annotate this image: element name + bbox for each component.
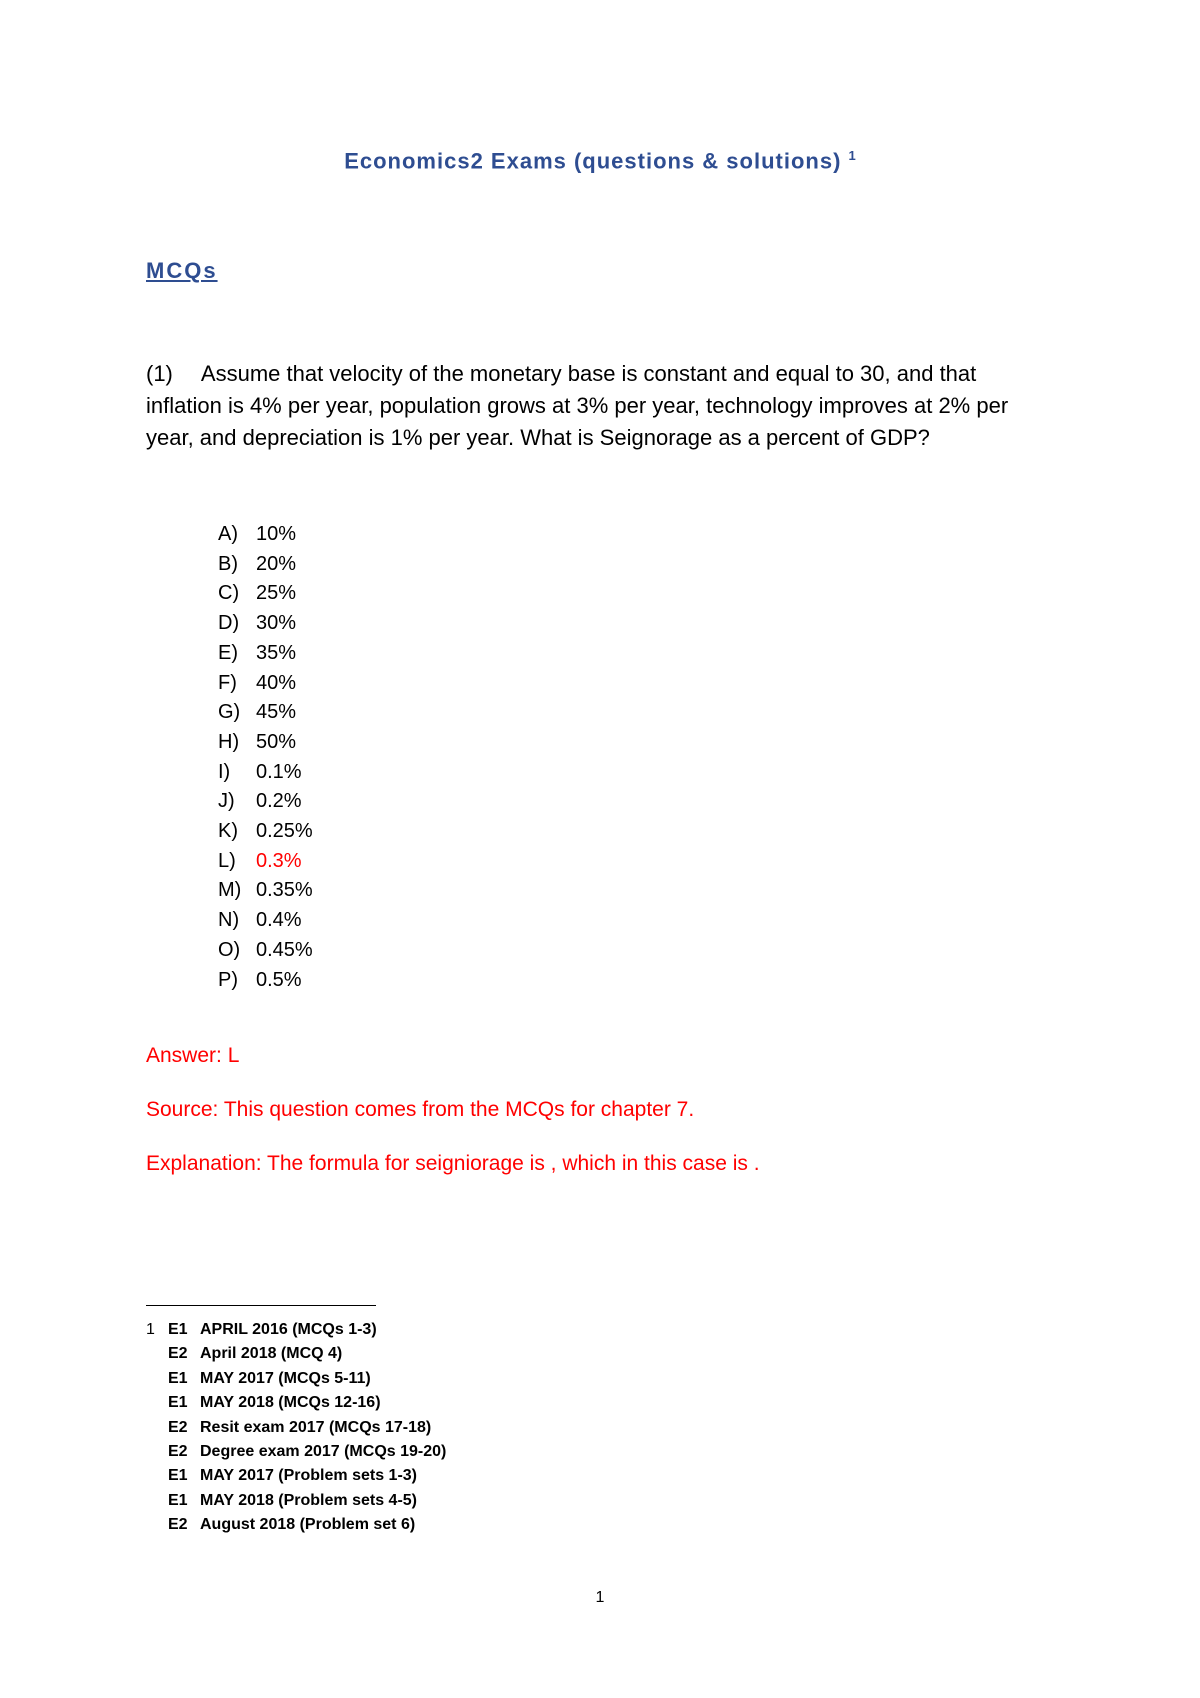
answer-option xyxy=(218,936,313,966)
footnote-separator xyxy=(146,1305,376,1306)
footnote-entry xyxy=(146,1318,446,1342)
footnote-code: E1 xyxy=(168,1321,188,1338)
footnote-text: MAY 2018 (MCQs 12-16) xyxy=(200,1394,381,1412)
footnote-entry xyxy=(146,1342,446,1366)
answer-option xyxy=(218,758,313,788)
footnote-code: E1 xyxy=(168,1369,188,1387)
option-value: 40% xyxy=(256,671,297,694)
footnote-entry xyxy=(146,1391,446,1415)
footnote-entry xyxy=(146,1440,446,1464)
option-letter: O) xyxy=(218,938,241,961)
option-value: 45% xyxy=(256,701,297,724)
option-value: 0.1% xyxy=(256,760,302,783)
answer-option xyxy=(218,639,313,669)
section-heading-mcqs: MCQs xyxy=(146,258,218,283)
answer-option xyxy=(218,966,313,996)
option-value: 10% xyxy=(256,523,297,545)
question-text: Assume that velocity of the monetary base is constant and equal to 30, and that inflation is 4% per year, population grows at 3% per year, technology improves at 2% per year, and depreciation is 1% per year. What is Seignorage as a percent of GDP? xyxy=(146,361,1009,450)
answer-option xyxy=(218,817,313,847)
option-letter: B) xyxy=(218,552,238,575)
option-value: 0.45% xyxy=(256,938,313,961)
option-value: 30% xyxy=(256,612,297,635)
answer-option xyxy=(218,609,313,639)
option-value: 0.25% xyxy=(256,820,313,843)
option-letter: G) xyxy=(218,701,241,724)
option-value: 50% xyxy=(256,730,297,753)
option-letter: M) xyxy=(218,879,242,902)
footnote-text: MAY 2017 (Problem sets 1-3) xyxy=(200,1467,417,1485)
footnote-entry xyxy=(146,1513,446,1537)
option-value: 0.3% xyxy=(256,849,302,872)
option-value: 35% xyxy=(256,641,297,664)
footnote-text: April 2018 (MCQ 4) xyxy=(200,1345,343,1363)
answer-option xyxy=(218,847,313,877)
footnote-block xyxy=(146,1318,446,1538)
footnote-entry xyxy=(146,1416,446,1440)
question-1 xyxy=(146,358,1046,454)
answer-option xyxy=(218,579,313,609)
answer-option xyxy=(218,669,313,699)
footnote-mark: 1 xyxy=(146,1321,155,1338)
footnote-code: E1 xyxy=(168,1394,188,1412)
footnote-code: E2 xyxy=(168,1345,188,1363)
footnote-reference[interactable]: 1 xyxy=(848,148,856,163)
option-value: 0.4% xyxy=(256,909,302,932)
answer-option xyxy=(218,876,313,906)
option-letter: D) xyxy=(218,612,240,635)
footnote-entry xyxy=(146,1489,446,1513)
footnote-code: E2 xyxy=(168,1418,188,1436)
explanation-text: Explanation: The formula for seigniorage is , which in this case is . xyxy=(146,1152,760,1175)
footnote-text: Resit exam 2017 (MCQs 17-18) xyxy=(200,1418,432,1436)
option-letter: I) xyxy=(218,760,231,783)
option-letter: E) xyxy=(218,641,238,664)
option-value: 0.35% xyxy=(256,879,313,902)
answer-text: Answer: L xyxy=(146,1044,240,1067)
footnote-text: August 2018 (Problem set 6) xyxy=(200,1516,416,1534)
answer-option xyxy=(218,728,313,758)
footnote-text: MAY 2018 (Problem sets 4-5) xyxy=(200,1491,417,1509)
option-letter: C) xyxy=(218,582,240,605)
footnote-entry xyxy=(146,1367,446,1391)
answer-option xyxy=(218,906,313,936)
question-number: (1) xyxy=(146,361,173,386)
footnote-code: E2 xyxy=(168,1443,188,1461)
option-value: 0.2% xyxy=(256,790,302,813)
answer-option xyxy=(218,550,313,580)
answer-options-list xyxy=(218,520,313,995)
page-number: 1 xyxy=(595,1589,605,1606)
footnote-code: E2 xyxy=(168,1516,188,1534)
source-text: Source: This question comes from the MCQs for chapter 7. xyxy=(146,1098,695,1121)
option-letter: K) xyxy=(218,820,238,843)
option-letter: J) xyxy=(218,790,235,813)
document-title-text: Economics2 Exams (questions & solutions) xyxy=(344,148,842,174)
footnote-text: APRIL 2016 (MCQs 1-3) xyxy=(200,1321,377,1338)
footnote-text: Degree exam 2017 (MCQs 19-20) xyxy=(200,1443,447,1461)
footnote-entry xyxy=(146,1464,446,1488)
option-letter: A) xyxy=(218,523,238,545)
answer-option xyxy=(218,698,313,728)
document-title xyxy=(0,148,1200,174)
option-value: 20% xyxy=(256,552,297,575)
footnote-code: E1 xyxy=(168,1491,188,1509)
answer-option xyxy=(218,520,313,550)
option-letter: N) xyxy=(218,909,240,932)
option-letter: P) xyxy=(218,968,238,991)
answer-option xyxy=(218,787,313,817)
option-letter: H) xyxy=(218,730,240,753)
footnote-text: MAY 2017 (MCQs 5-11) xyxy=(200,1369,371,1387)
option-letter: L) xyxy=(218,849,236,872)
footnote-code: E1 xyxy=(168,1467,188,1485)
option-letter: F) xyxy=(218,671,237,694)
option-value: 25% xyxy=(256,582,297,605)
option-value: 0.5% xyxy=(256,968,302,991)
